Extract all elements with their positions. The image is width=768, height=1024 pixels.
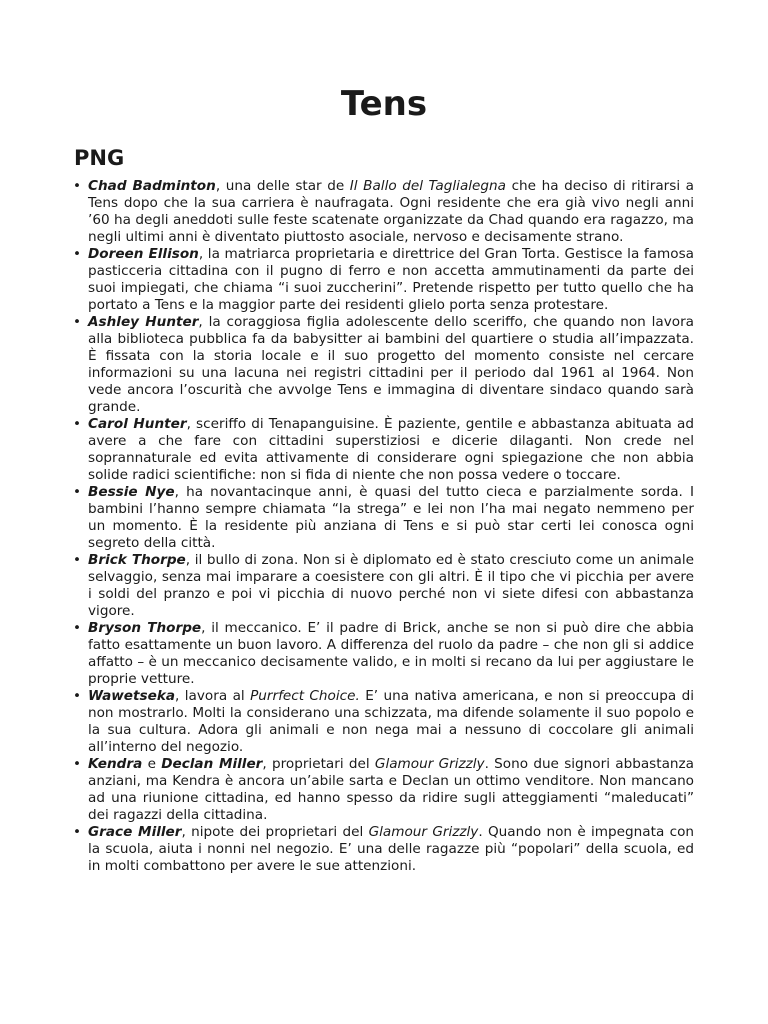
italic-title: Il Ballo del Taglialegna (349, 178, 506, 194)
list-item (70, 756, 694, 824)
bullet-icon: • (73, 484, 82, 500)
description-text: , ha novantacinque anni, è quasi del tutto cieca e parzialmente sorda. I bambini l’hanno sempre chiamata “la strega” e lei non l’ha mai negato nemmeno per un momento. È la residente più anziana di Tens e si può star certi lei conosca ogni segreto della città. (88, 484, 695, 551)
bullet-icon: • (73, 416, 82, 432)
list-item (70, 552, 694, 620)
list-item (70, 824, 694, 875)
document-title: Tens (340, 84, 428, 124)
bullet-icon: • (73, 756, 82, 772)
italic-title: Glamour Grizzly (374, 756, 485, 772)
bullet-icon: • (73, 178, 82, 194)
bullet-icon: • (73, 688, 82, 704)
npc-name: Brick Thorpe (88, 552, 186, 568)
npc-name: Chad Badminton (88, 178, 216, 194)
description-text: , il meccanico. E’ il padre di Brick, anche se non si può dire che abbia fatto esattamente un buon lavoro. A differenza del ruolo da padre – che non gli si addice affatto – è un meccanico decisamente valido, e in molti si recano da lui per aggiustare le proprie vetture. (88, 620, 695, 687)
list-item (70, 620, 694, 688)
description-text: . Sono due signori abbastanza anziani, ma Kendra è ancora un’abile sarta e Declan un ottimo venditore. Non mancano ad una riunione cittadina, ed hanno spesso da ridire sugli atteggiamenti “maleducati” dei ragazzi della cittadina. (88, 756, 694, 823)
bullet-icon: • (73, 824, 82, 840)
description-text: , lavora al (175, 688, 251, 704)
npc-name: Doreen Ellison (88, 246, 199, 262)
npc-name: Carol Hunter (88, 416, 187, 432)
npc-name: Bessie Nye (88, 484, 175, 500)
description-text: , una delle star de (215, 178, 350, 194)
description-text: , nipote dei proprietari del (181, 824, 369, 840)
list-item (70, 416, 694, 484)
npc-name: Wawetseka (88, 688, 176, 704)
list-item (70, 246, 694, 314)
bullet-icon: • (73, 246, 82, 262)
italic-title: Purrfect Choice. (250, 688, 360, 704)
npc-name: Kendra (88, 756, 143, 772)
list-item (70, 178, 694, 246)
description-text: , proprietari del (262, 756, 375, 772)
npc-name: Grace Miller (88, 824, 182, 840)
npc-name: Bryson Thorpe (88, 620, 202, 636)
list-item (70, 314, 694, 416)
npc-name: Declan Miller (161, 756, 263, 772)
description-text: che ha deciso di ritirarsi a Tens dopo che la sua carriera è naufragata. Ogni residente che era già vivo negli anni ’60 ha degli aneddoti sulle feste scatenate organizzate da Chad quando era ragazzo, ma negli ultimi anni è diventato piuttosto asociale, nervoso e decisamente strano. (88, 178, 695, 245)
npc-list (70, 178, 694, 875)
list-item (70, 484, 694, 552)
npc-name: Ashley Hunter (88, 314, 199, 330)
description-text: e (142, 756, 162, 772)
description-text: , la matriarca proprietaria e direttrice del Gran Torta. Gestisce la famosa pasticceria cittadina con il pugno di ferro e non accetta ammutinamenti da parte dei suoi impiegati, che chiama “i suoi zuccherini”. Pretende rispetto per tutto quello che ha portato a Tens e la maggior parte dei residenti glielo porta senza protestare. (88, 246, 694, 313)
bullet-icon: • (73, 620, 82, 636)
description-text: E’ una nativa americana, e non si preoccupa di non mostrarlo. Molti la considerano una schizzata, ma difende solamente il suo popolo e la sua cultura. Adora gli animali e non nega mai a nessuno di coccolare gli animali all’interno del negozio. (88, 688, 695, 755)
description-text: , sceriffo di Tenapanguisine. È paziente, gentile e abbastanza abituata ad avere a che fare con cittadini superstiziosi e dicerie dilaganti. Non crede nel soprannaturale ed evita attivamente di considerare ogni spiegazione che non abbia solide radici scientifiche: non si fida di niente che non possa vedere o toccare. (88, 416, 694, 483)
description-text: , la coraggiosa figlia adolescente dello sceriffo, che quando non lavora alla biblioteca pubblica fa da babysitter ai bambini del quartiere o studia all’impazzata. È fissata con la storia locale e il suo progetto del momento consiste nel cercare informazioni su una lacuna nei registri cittadini per il periodo dal 1961 al 1964. Non vede ancora l’oscurità che avvolge Tens e immagina di diventare sindaco quando sarà grande. (88, 314, 694, 415)
list-item (70, 688, 694, 756)
bullet-icon: • (73, 314, 82, 330)
italic-title: Glamour Grizzly (368, 824, 479, 840)
description-text: , il bullo di zona. Non si è diplomato ed è stato cresciuto come un animale selvaggio, senza mai imparare a coesistere con gli altri. È il tipo che vi picchia per avere i soldi del pranzo e poi vi picchia di nuovo perché non vi siete difesi con abbastanza vigore. (88, 552, 694, 619)
description-text: . Quando non è impegnata con la scuola, aiuta i nonni nel negozio. E’ una delle ragazze più “popolari” della scuola, ed in molti combattono per avere le sue attenzioni. (88, 824, 694, 874)
section-heading: PNG (74, 146, 125, 170)
bullet-icon: • (73, 552, 82, 568)
